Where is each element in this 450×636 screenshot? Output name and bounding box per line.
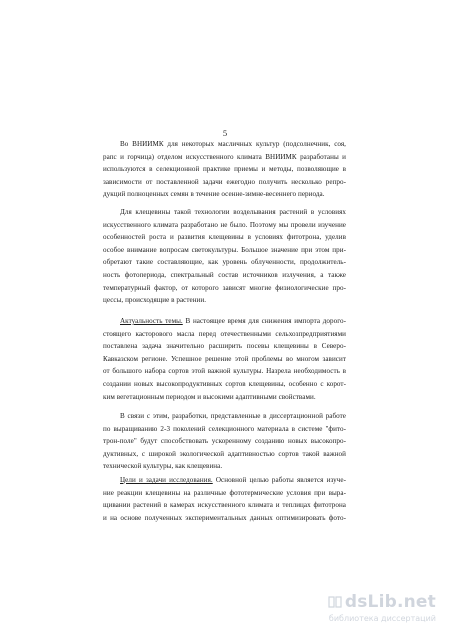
paragraph-line: [103, 315, 346, 328]
paragraph-line: дуктивных, с широкой экологической адаптивностью сортов такой важной: [103, 449, 346, 458]
paragraph-line: по выращиванию 2-3 поколений селекционного материала в системе "фито-: [103, 424, 346, 433]
paragraph-line: искусственного климата разработано не было. Поэтому мы провели изучение: [103, 220, 346, 229]
paragraph-line: используются в селекционной практике приемы и методы, позволяющие в: [103, 165, 346, 174]
paragraph-line: технической культуры, как клещевина.: [103, 462, 223, 471]
book-icon: [328, 595, 342, 609]
paragraph-4: [103, 410, 346, 473]
paragraph-line: Во ВНИИМК для некоторых масличных культур (подсолнечник, соя,: [120, 140, 346, 148]
paragraph-line: В связи с этим, разработки, представленные в диссертационной работе: [120, 412, 346, 420]
paragraph-goals: [103, 474, 346, 524]
paragraph-line: щивании растений в камерах искусственного климата и теплицах фитотрона: [103, 501, 346, 510]
paragraph-line: Для клещевины такой технологии возделывания растений в условиях: [120, 208, 346, 216]
paragraph-line: [103, 474, 346, 487]
section-heading-relevance: Актуальность темы.: [120, 317, 183, 325]
paragraph-line: от большого набора сортов этой важной культуры. Назрела необходимость в: [103, 367, 346, 376]
paragraph-line: рапс и горчица) отделом искусственного климата ВНИИМК разработаны и: [103, 152, 346, 161]
paragraph-2: [103, 206, 346, 307]
paragraph-line: создании новых высокопродуктивных сортов клещевины, особенно с корот-: [103, 379, 346, 388]
paragraph-line: трон-поле" будут способствовать ускоренному созданию новых высокопро-: [103, 437, 346, 446]
paragraph-line: ность фотопериода, спектральный состав источников излучения, а также: [103, 270, 346, 279]
paragraph-line: ние реакции клещевины на различные фототермические условия при выра-: [103, 488, 346, 497]
paragraph-line: зависимости от поставленной задачи ежегодно получить несколько репро-: [103, 177, 346, 186]
paragraph-1: [103, 138, 346, 201]
paragraph-line: обретают такие составляющие, как уровень облученности, продолжитель-: [103, 258, 346, 267]
paragraph-line: дукций полноценных семян в течение осенне-зимне-весеннего периода.: [103, 190, 325, 199]
paragraph-line-text: Основной целью работы является изуче-: [212, 476, 346, 484]
paragraph-line: цессы, происходящие в растении.: [103, 296, 207, 305]
paragraph-line: стоящего касторового масла перед отечественными сельхозпредприятиями: [103, 329, 346, 338]
watermark-logo: dsLib.net: [344, 592, 436, 612]
paragraph-line: поставлена задача значительно расширить посевы клещевины в Северо-: [103, 342, 346, 351]
page-number: 5: [222, 128, 228, 138]
paragraph-line: ким вегетационным периодом и высокими адаптивными свойствами.: [103, 392, 316, 401]
paragraph-line: особое внимание вопросам светокультуры. Большое значение при этом при-: [103, 245, 346, 254]
paragraph-line-text: В настоящее время для снижения импорта дорого-: [182, 317, 346, 325]
paragraph-relevance: [103, 315, 346, 403]
watermark: [306, 592, 436, 628]
paragraph-line: и на основе полученных экспериментальных данных оптимизировать фото-: [103, 513, 346, 522]
paragraph-line: температурный фактор, от которого зависят многие физиологические про-: [103, 283, 346, 292]
section-heading-goals: Цели и задачи исследования.: [120, 476, 213, 484]
watermark-tagline: библиотека диссертаций: [328, 614, 436, 623]
paragraph-line: Кавказском регионе. Успешное решение этой проблемы во многом зависит: [103, 354, 346, 363]
paragraph-line: особенностей роста и развития клещевины в условиях фитотрона, уделив: [103, 233, 346, 242]
